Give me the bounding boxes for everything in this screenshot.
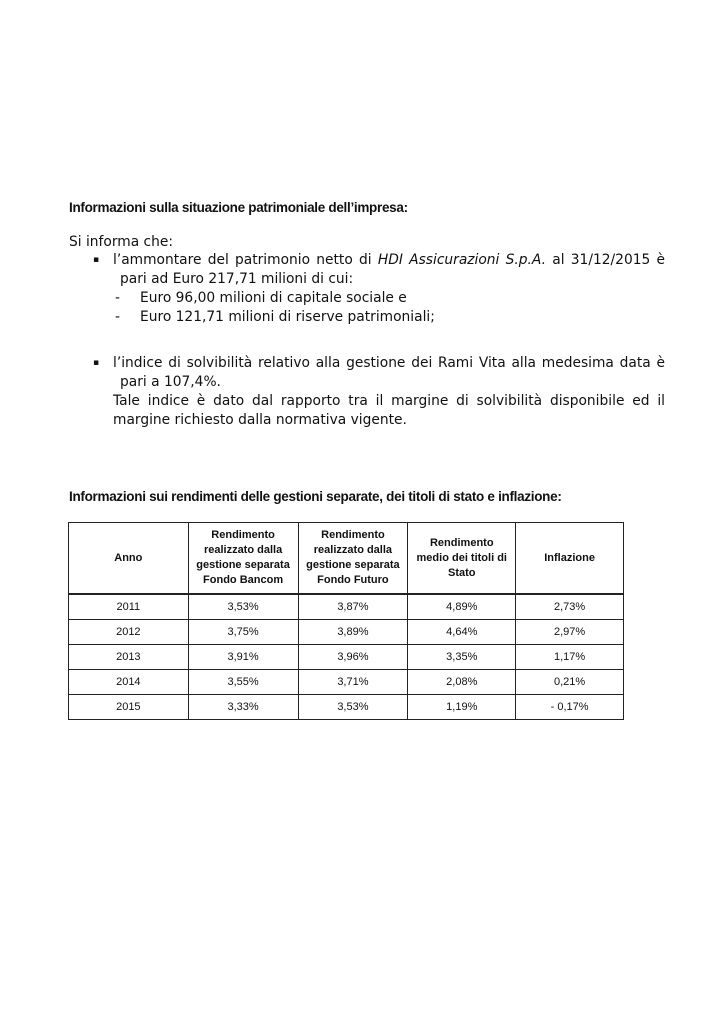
table-header-row <box>69 523 624 595</box>
list-item <box>93 308 665 327</box>
section-heading-patrimonio: Informazioni sulla situazione patrimoniale dell’impresa: <box>69 200 408 215</box>
cell-inflazione: - 0,17% <box>516 695 624 720</box>
bullet-solvibilita-line3: Tale indice è dato dal rapporto tra il margine di solvibilità disponibile ed il <box>113 393 665 409</box>
bullet-patrimonio <box>93 251 665 327</box>
table-row <box>69 670 624 695</box>
cell-fondo-bancom: 3,53% <box>188 594 298 620</box>
header-fondo-bancom: Rendimento realizzato dalla gestione separata Fondo Bancom <box>188 523 298 595</box>
cell-titoli-stato: 1,19% <box>408 695 516 720</box>
bullet-solvibilita-line2: pari a 107,4%. <box>120 374 221 390</box>
bullet-icon: ▪ <box>93 358 100 368</box>
cell-fondo-futuro: 3,71% <box>298 670 408 695</box>
cell-titoli-stato: 4,89% <box>408 594 516 620</box>
bullet-solvibilita <box>93 354 665 430</box>
riserve-patrimoniali-text: Euro 121,71 milioni di riserve patrimoniali; <box>140 309 435 325</box>
cell-titoli-stato: 2,08% <box>408 670 516 695</box>
bullet-solvibilita-line4: margine richiesto dalla normativa vigente. <box>113 412 407 428</box>
cell-titoli-stato: 4,64% <box>408 620 516 645</box>
intro-text: Si informa che: <box>69 234 174 250</box>
cell-anno: 2013 <box>69 645 189 670</box>
bullet-icon: ▪ <box>93 255 100 265</box>
cell-fondo-futuro: 3,89% <box>298 620 408 645</box>
cell-inflazione: 1,17% <box>516 645 624 670</box>
cell-fondo-futuro: 3,53% <box>298 695 408 720</box>
dash-icon: - <box>115 309 120 325</box>
cell-fondo-futuro: 3,87% <box>298 594 408 620</box>
company-name: HDI Assicurazioni S.p.A. <box>377 252 546 268</box>
cell-anno: 2015 <box>69 695 189 720</box>
bullet-solvibilita-line1: l’indice di solvibilità relativo alla gestione dei Rami Vita alla medesima data è <box>113 355 665 371</box>
cell-fondo-futuro: 3,96% <box>298 645 408 670</box>
list-item <box>93 289 665 308</box>
table-row <box>69 594 624 620</box>
table-row <box>69 695 624 720</box>
bullet-patrimonio-line2: pari ad Euro 217,71 milioni di cui: <box>120 271 354 287</box>
header-titoli-stato: Rendimento medio dei titoli di Stato <box>408 523 516 595</box>
rendimenti-table <box>68 522 624 720</box>
cell-fondo-bancom: 3,75% <box>188 620 298 645</box>
cell-titoli-stato: 3,35% <box>408 645 516 670</box>
cell-inflazione: 2,97% <box>516 620 624 645</box>
cell-fondo-bancom: 3,33% <box>188 695 298 720</box>
cell-anno: 2011 <box>69 594 189 620</box>
cell-inflazione: 2,73% <box>516 594 624 620</box>
section-heading-rendimenti: Informazioni sui rendimenti delle gestioni separate, dei titoli di stato e inflazione: <box>69 489 562 504</box>
cell-inflazione: 0,21% <box>516 670 624 695</box>
dash-icon: - <box>115 290 120 306</box>
header-fondo-futuro: Rendimento realizzato dalla gestione separata Fondo Futuro <box>298 523 408 595</box>
cell-anno: 2014 <box>69 670 189 695</box>
cell-fondo-bancom: 3,55% <box>188 670 298 695</box>
table-row <box>69 645 624 670</box>
bullet-patrimonio-line1: l’ammontare del patrimonio netto di HDI Assicurazioni S.p.A. al 31/12/2015 è <box>113 252 666 268</box>
cell-fondo-bancom: 3,91% <box>188 645 298 670</box>
capitale-sociale-text: Euro 96,00 milioni di capitale sociale e <box>140 290 407 306</box>
header-inflazione: Inflazione <box>516 523 624 595</box>
header-anno: Anno <box>69 523 189 595</box>
table-row <box>69 620 624 645</box>
cell-anno: 2012 <box>69 620 189 645</box>
